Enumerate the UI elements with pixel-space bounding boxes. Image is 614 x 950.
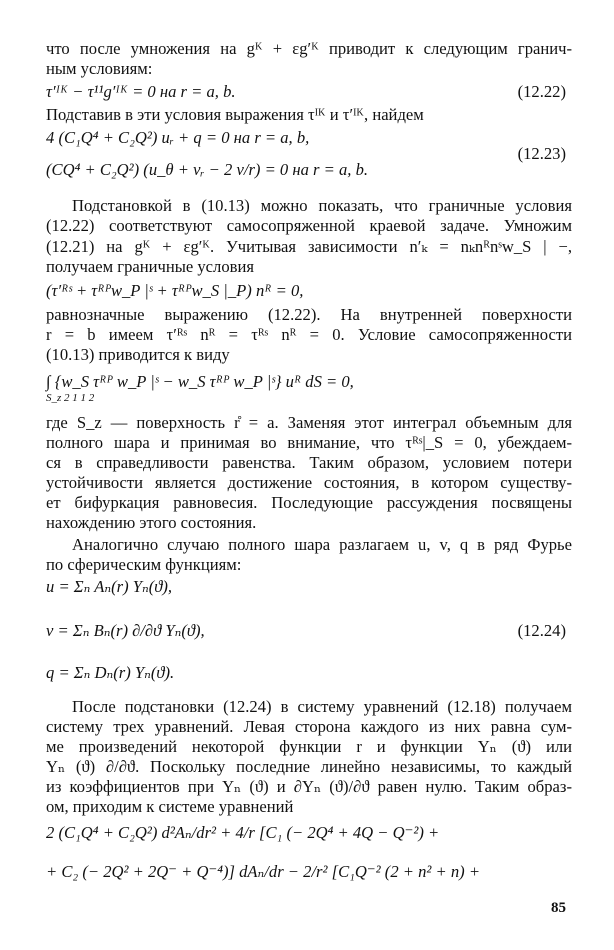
paragraph-line: r = b имеем τ′ᴿˢ nᴿ = τᴿˢ nᴿ = 0. Условие самосопряженности bbox=[46, 325, 572, 344]
equation-integral-subscripts: S_z 2 1 1 2 bbox=[46, 392, 95, 404]
equation-12-24-v: v = Σₙ Bₙ(r) ∂/∂ϑ Yₙ(ϑ), bbox=[46, 621, 205, 640]
paragraph-line: равнозначные выражению (12.22). На внутренней поверхности bbox=[46, 305, 572, 324]
page-number: 85 bbox=[551, 900, 566, 916]
paragraph-line: что после умножения на gᴷ + εg′ᴷ приводит к следующим гранич- bbox=[46, 39, 572, 58]
paragraph-line: ме произведений некоторой функции r и функции Yₙ (ϑ) или bbox=[46, 737, 572, 756]
paragraph-line: Аналогично случаю полного шара разлагаем u, v, q в ряд Фурье bbox=[72, 535, 572, 554]
paragraph-line: ет бифуркация равновесия. Последующие рассуждения посвящены bbox=[46, 493, 572, 512]
paragraph-line: ным условиям: bbox=[46, 59, 153, 78]
equation-number: (12.22) bbox=[517, 82, 566, 101]
paragraph-line: Подставив в эти условия выражения τᴵᴷ и τ′ᴵᴷ, найдем bbox=[46, 105, 424, 124]
equation-12-23-b: (CQ⁴ + C₂Q²) (u_θ + vᵣ − 2 v/r) = 0 на r = a, b. bbox=[46, 160, 369, 179]
paragraph-line: систему трех уравнений. Левая сторона каждого из них равна сум- bbox=[46, 717, 572, 736]
equation-number: (12.24) bbox=[517, 621, 566, 640]
paragraph-line: Yₙ (ϑ) ∂/∂ϑ. Поскольку последние линейно независимы, то каждый bbox=[46, 757, 572, 776]
paragraph-line: (10.13) приводится к виду bbox=[46, 345, 230, 364]
equation-12-22: τ′ᴵᴷ − τ¹¹g′ᴵᴷ = 0 на r = a, b. bbox=[46, 82, 236, 101]
paragraph-line: После подстановки (12.24) в систему уравнений (12.18) получаем bbox=[72, 697, 572, 716]
equation-12-23-a: 4 (C₁Q⁴ + C₂Q²) uᵣ + q = 0 на r = a, b, bbox=[46, 128, 310, 147]
paragraph-line: (12.22) соответствуют самосопряженной краевой задаче. Умножим bbox=[46, 216, 572, 235]
paragraph-line: по сферическим функциям: bbox=[46, 555, 242, 574]
paragraph-line: нахождению этого состояния. bbox=[46, 513, 257, 532]
paragraph-line: из коэффициентов при Yₙ (ϑ) и ∂Yₙ (ϑ)/∂ϑ равен нулю. Таким образ- bbox=[46, 777, 572, 796]
paragraph-line: получаем граничные условия bbox=[46, 257, 254, 276]
equation-system-line-2: + C₂ (− 2Q² + 2Q⁻ + Q⁻⁴)] dAₙ/dr − 2/r² [C₁Q⁻² (2 + n² + n) + bbox=[46, 862, 481, 881]
paragraph-line: ом, приходим к системе уравнений bbox=[46, 797, 294, 816]
paragraph-line: (12.21) на gᴷ + εg′ᴷ. Учитывая зависимости n′ₖ = nₖnᴿnˢw_S | −, bbox=[46, 237, 572, 256]
paragraph-line: где S_z — поверхность r̊ = a. Заменяя этот интеграл объемным для bbox=[46, 413, 572, 432]
equation-12-24-u: u = Σₙ Aₙ(r) Yₙ(ϑ), bbox=[46, 577, 173, 596]
equation-boundary-conditions: (τ′ᴿˢ + τᴿᴾw_P |ˢ + τᴿᴾw_S |_P) nᴿ = 0, bbox=[46, 281, 304, 300]
equation-12-24-q: q = Σₙ Dₙ(r) Yₙ(ϑ). bbox=[46, 663, 175, 682]
paragraph-line: полного шара и принимая во внимание, что τᴿˢ|_S = 0, убеждаем- bbox=[46, 433, 572, 452]
paragraph-line: устойчивости является достижение состояния, в котором существу- bbox=[46, 473, 572, 492]
paragraph-line: Подстановкой в (10.13) можно показать, что граничные условия bbox=[72, 196, 572, 215]
equation-integral: ∫ {w_S τᴿᴾ w_P |ˢ − w_S τᴿᴾ w_P |ˢ} uᴿ dS = 0, bbox=[46, 372, 354, 391]
equation-system-line-1: 2 (C₁Q⁴ + C₂Q²) d²Aₙ/dr² + 4/r [C₁ (− 2Q⁴ + 4Q − Q⁻²) + bbox=[46, 823, 440, 842]
equation-number: (12.23) bbox=[517, 144, 566, 163]
paragraph-line: ся в справедливости равенства. Таким образом, условием потери bbox=[46, 453, 572, 472]
